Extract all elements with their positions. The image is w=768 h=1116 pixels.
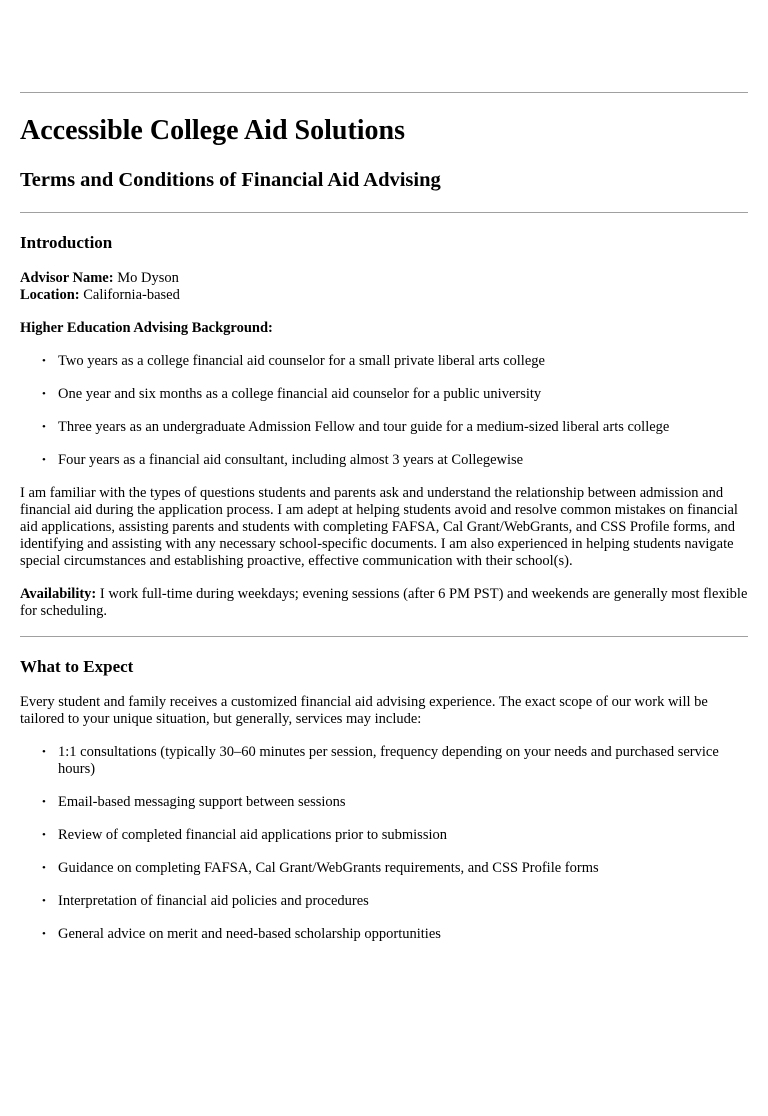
divider-expect [20, 636, 748, 637]
bullet-icon: • [42, 388, 46, 400]
list-item: • Email-based messaging support between sessions [42, 794, 346, 810]
advisor-value: Mo Dyson [113, 270, 179, 286]
page-title: Accessible College Aid Solutions [20, 115, 406, 146]
list-item: • Review of completed financial aid applications prior to submission [42, 827, 447, 843]
bullet-icon: • [42, 895, 46, 907]
bullet-icon: • [42, 928, 46, 940]
bullet-icon: • [42, 746, 46, 758]
bullet-icon: • [42, 829, 46, 841]
page-subtitle: Terms and Conditions of Financial Aid Advising [20, 169, 441, 191]
introduction-heading: Introduction [20, 233, 113, 252]
experience-paragraph: I am familiar with the types of questions students and parents ask and understand the relationship between admission and financial aid during the application process. I am adept at helping students avoid and resolve common mistakes on financial aid applications, assisting parents and students with completing FAFSA, Cal Grant/WebGrants, and CSS Profile forms, and identifying and assisting with any necessary school-specific documents. I am also experienced in helping students navigate special circumstances and establishing proactive, effective communication with their school(s). [20, 485, 738, 569]
availability-value: I work full-time during weekdays; evening sessions (after 6 PM PST) and weekends are generally most flexible for scheduling. [20, 586, 748, 619]
background-list [20, 353, 748, 469]
list-item: • Two years as a college financial aid counselor for a small private liberal arts college [42, 353, 545, 369]
list-item: • General advice on merit and need-based scholarship opportunities [42, 926, 441, 942]
bullet-icon: • [42, 796, 46, 808]
what-to-expect-paragraph: Every student and family receives a customized financial aid advising experience. The exact scope of our work will be tailored to your unique situation, but generally, services may include: [20, 694, 708, 727]
introduction-section [20, 232, 748, 620]
bullet-icon: • [42, 862, 46, 874]
background-heading: Higher Education Advising Background: [20, 320, 273, 336]
divider-intro [20, 212, 748, 213]
location-label: Location: [20, 287, 80, 303]
list-item: • Four years as a financial aid consultant, including almost 3 years at Collegewise [42, 452, 524, 468]
list-item: • Guidance on completing FAFSA, Cal Grant/WebGrants requirements, and CSS Profile forms [42, 860, 599, 876]
location-value: California-based [79, 287, 180, 303]
what-to-expect-heading: What to Expect [20, 657, 134, 676]
services-list [20, 744, 748, 943]
what-to-expect-section [20, 656, 748, 943]
advisor-info [20, 270, 748, 304]
advisor-label: Advisor Name: [20, 270, 114, 286]
availability-label: Availability: [20, 586, 97, 602]
availability-info [20, 586, 748, 620]
divider-top [20, 92, 748, 93]
bullet-icon: • [42, 421, 46, 433]
document-page [0, 92, 768, 943]
bullet-icon: • [42, 454, 46, 466]
list-item: • Interpretation of financial aid policies and procedures [42, 893, 369, 909]
list-item: • Three years as an undergraduate Admission Fellow and tour guide for a medium-sized liberal arts college [42, 419, 670, 435]
list-item: • One year and six months as a college financial aid counselor for a public university [42, 386, 542, 402]
list-item: • 1:1 consultations (typically 30–60 minutes per session, frequency depending on your needs and purchased service hours) [42, 744, 719, 777]
bullet-icon: • [42, 355, 46, 367]
